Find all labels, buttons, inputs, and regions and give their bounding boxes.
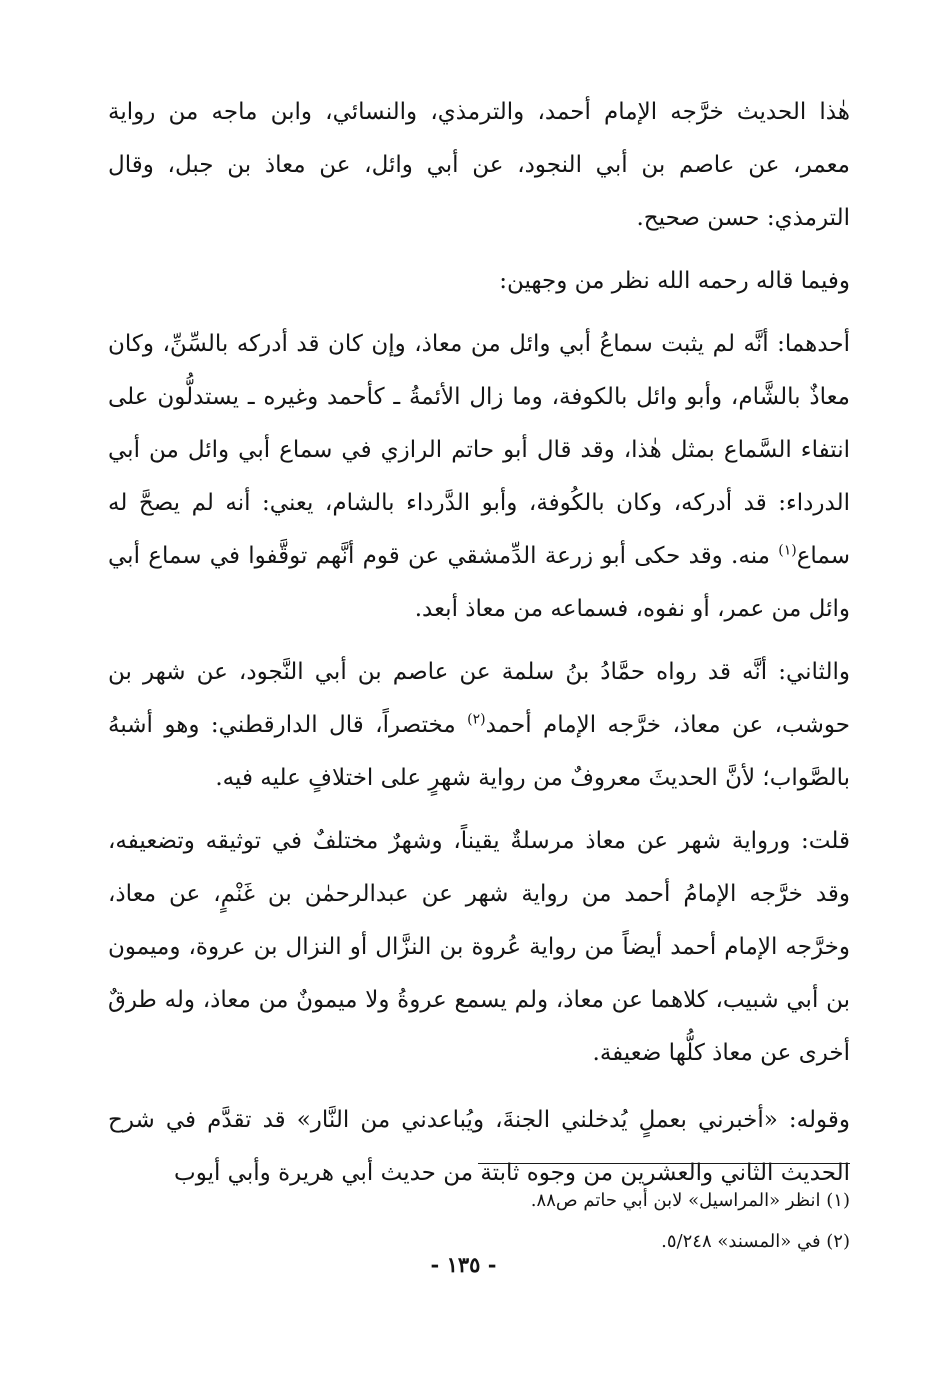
first-aspect-text-b: منه. وقد حكى أبو زرعة الدِّمشقي عن قوم أنَّهم توقَّفوا في سماع أبي وائل من عمر، أو نفوه، فسماعه من معاذ أبعد. (108, 543, 850, 622)
footnote-ref-1[interactable]: (١) (778, 542, 797, 559)
paragraph-saying-explanation: وقوله: «أخبرني بعملٍ يُدخلني الجنةَ، ويُباعدني من النَّار» قد تقدَّم في شرح الحديث الثاني والعشرين من وجوه ثابتة من حديث أبي هريرة وأبي أيوب (108, 1107, 850, 1186)
paragraph-first-aspect (108, 318, 850, 636)
footnote-ref-2[interactable]: (٢) (467, 711, 486, 728)
second-aspect-text-b: مختصراً، قال الدارقطني: وهو أشبهُ بالصَّواب؛ لأنَّ الحديثَ معروفٌ من رواية شهرٍ على اختلافٍ عليه فيه. (108, 712, 850, 791)
footnote-1: (١) انظر «المراسيل» لابن أبي حاتم ص٨٨. (530, 1190, 850, 1211)
paragraph-second-aspect (108, 646, 850, 805)
paragraph-two-aspects: وفيما قاله رحمه الله نظر من وجهين: (499, 268, 850, 294)
footnote-separator (478, 1163, 850, 1164)
footnote-2: (٢) في «المسند» ٥/٢٤٨. (661, 1231, 850, 1252)
first-aspect-text-a: أحدهما: أنَّه لم يثبت سماعُ أبي وائل من معاذ، وإن كان قد أدركه بالسِّنِّ، وكان معاذٌ بالشَّام، وأبو وائل بالكوفة، وما زال الأئمةُ ـ كأحمد وغيره ـ يستدلُّون على انتفاء السَّماع بمثل هٰذا، وقد قال أبو حاتم الرازي في سماع أبي وائل من أبي الدرداء: قد أدركه، وكان بالكُوفة، وأبو الدَّرداء بالشام، يعني: أنه لم يصحَّ له سماع (108, 331, 850, 569)
footnotes (108, 1180, 850, 1262)
second-aspect-text-a: والثاني: أنَّه قد رواه حمَّادُ بنُ سلمة عن عاصم بن أبي النَّجود، عن شهر بن حوشب، عن معاذ، خرَّجه الإمام أحمد (108, 659, 850, 738)
page-body (108, 80, 850, 1370)
page-number: - ١٣٥ - (430, 1252, 497, 1277)
paragraph-hadith-sources: هٰذا الحديث خرَّجه الإمام أحمد، والترمذي، والنسائي، وابن ماجه من رواية معمر، عن عاصم بن أبي النجود، عن أبي وائل، عن معاذ بن جبل، وقال الترمذي: حسن صحيح. (108, 99, 850, 231)
paragraph-author-comment: قلت: ورواية شهر عن معاذ مرسلةٌ يقيناً، وشهرٌ مختلفٌ في توثيقه وتضعيفه، وقد خرَّجه الإمامُ أحمد من رواية شهر عن عبدالرحمٰن بن غَنْمٍ، عن معاذ، وخرَّجه الإمام أحمد أيضاً من رواية عُروة بن النزَّال أو النزال بن عروة، وميمون بن أبي شبيب، كلاهما عن معاذ، ولم يسمع عروةُ ولا ميمونٌ من معاذ، وله طرقٌ أخرى عن معاذ كلُّها ضعيفة. (108, 828, 850, 1066)
